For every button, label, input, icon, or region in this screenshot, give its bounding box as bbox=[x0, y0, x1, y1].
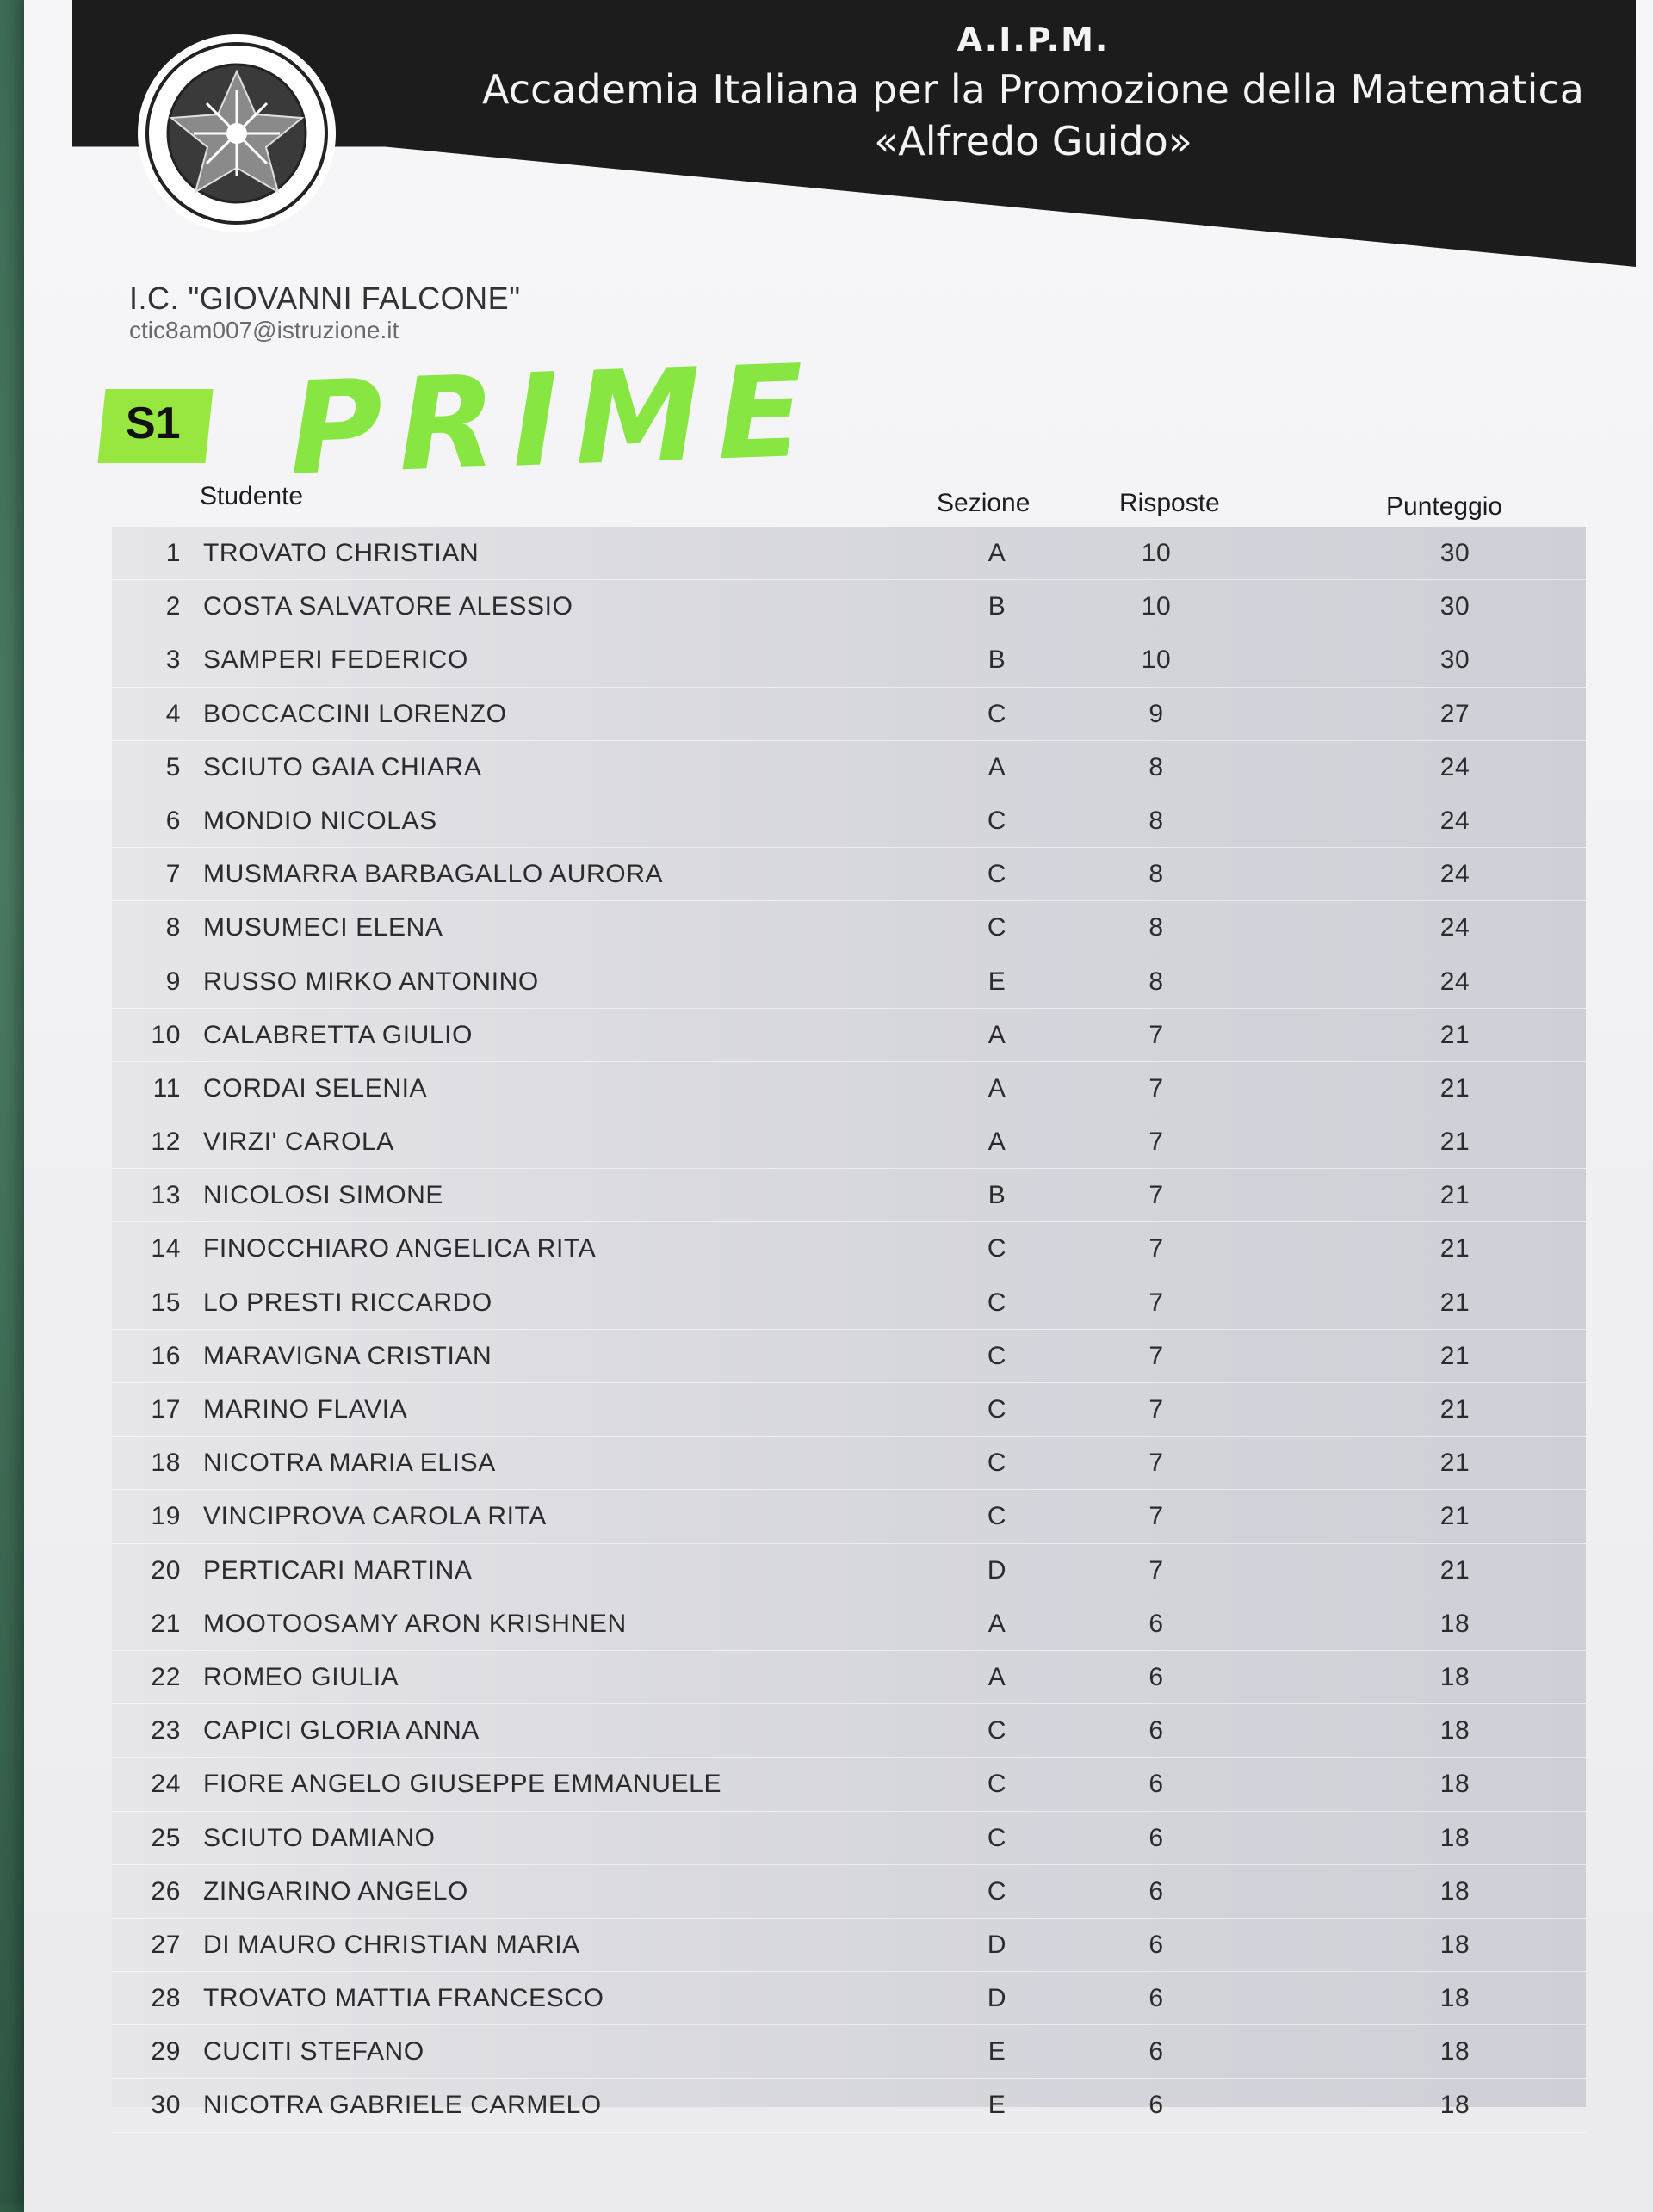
row-answers: 6 bbox=[1148, 1662, 1164, 1691]
row-score: 21 bbox=[1439, 1181, 1470, 1210]
row-answers: 7 bbox=[1148, 1181, 1164, 1210]
row-student-name: NICOLOSI SIMONE bbox=[203, 1181, 444, 1210]
row-score: 21 bbox=[1439, 1341, 1470, 1370]
row-section: C bbox=[987, 806, 1007, 835]
row-student-name: NICOTRA MARIA ELISA bbox=[203, 1449, 496, 1478]
row-score: 18 bbox=[1439, 1662, 1470, 1691]
row-section: A bbox=[987, 1609, 1006, 1638]
header-section: Sezione bbox=[937, 489, 1031, 517]
row-student-name: TROVATO MATTIA FRANCESCO bbox=[203, 1984, 604, 2013]
row-score: 30 bbox=[1439, 646, 1470, 675]
row-section: A bbox=[987, 1128, 1006, 1157]
org-name: Accademia Italiana per la Promozione della Matematica bbox=[482, 66, 1584, 113]
row-rank: 10 bbox=[151, 1020, 181, 1049]
row-section: B bbox=[987, 592, 1006, 621]
row-answers: 7 bbox=[1148, 1288, 1164, 1317]
row-answers: 7 bbox=[1148, 1341, 1164, 1370]
table-row bbox=[112, 688, 1586, 741]
table-row bbox=[112, 901, 1586, 955]
table-row bbox=[112, 741, 1586, 794]
row-rank: 7 bbox=[165, 860, 181, 889]
school-email: ctic8am007@istruzione.it bbox=[129, 317, 399, 343]
header-student: Studente bbox=[200, 482, 304, 510]
row-rank: 6 bbox=[165, 806, 181, 835]
table-row bbox=[112, 1276, 1586, 1330]
school-name: I.C. "GIOVANNI FALCONE" bbox=[129, 281, 521, 316]
row-section: C bbox=[987, 1288, 1007, 1317]
row-section: C bbox=[987, 1395, 1007, 1424]
table-row bbox=[112, 1009, 1586, 1062]
row-rank: 15 bbox=[151, 1288, 181, 1317]
row-answers: 7 bbox=[1148, 1395, 1164, 1424]
row-score: 18 bbox=[1439, 1716, 1470, 1746]
row-score: 18 bbox=[1439, 2091, 1470, 2120]
row-rank: 4 bbox=[165, 699, 181, 728]
row-student-name: BOCCACCINI LORENZO bbox=[203, 699, 507, 728]
row-student-name: RUSSO MIRKO ANTONINO bbox=[203, 967, 539, 996]
row-answers: 7 bbox=[1148, 1234, 1164, 1264]
row-rank: 24 bbox=[151, 1770, 181, 1799]
row-score: 24 bbox=[1439, 860, 1470, 889]
row-section: A bbox=[987, 539, 1006, 567]
row-score: 21 bbox=[1439, 1449, 1470, 1478]
row-rank: 17 bbox=[151, 1395, 181, 1424]
row-section: D bbox=[987, 1984, 1007, 2013]
results-table bbox=[112, 527, 1586, 2133]
row-score: 18 bbox=[1439, 1770, 1470, 1799]
row-score: 30 bbox=[1439, 539, 1470, 567]
row-rank: 25 bbox=[151, 1823, 181, 1852]
row-rank: 23 bbox=[151, 1716, 181, 1746]
row-student-name: SCIUTO GAIA CHIARA bbox=[203, 752, 482, 782]
row-student-name: MUSMARRA BARBAGALLO AURORA bbox=[203, 860, 664, 889]
row-rank: 1 bbox=[165, 539, 181, 567]
row-answers: 6 bbox=[1148, 1930, 1164, 1959]
table-row bbox=[112, 1544, 1586, 1597]
row-rank: 28 bbox=[151, 1984, 181, 2013]
row-rank: 2 bbox=[165, 592, 181, 621]
header-score: Punteggio bbox=[1386, 492, 1503, 521]
header-title-block bbox=[482, 15, 1584, 167]
row-rank: 3 bbox=[165, 646, 181, 675]
row-answers: 8 bbox=[1148, 913, 1164, 942]
row-student-name: TROVATO CHRISTIAN bbox=[203, 539, 480, 567]
table-row bbox=[112, 1330, 1586, 1383]
row-answers: 6 bbox=[1148, 1823, 1164, 1852]
row-rank: 29 bbox=[151, 2037, 181, 2067]
row-rank: 14 bbox=[151, 1234, 181, 1264]
row-student-name: MONDIO NICOLAS bbox=[203, 806, 437, 835]
row-student-name: SAMPERI FEDERICO bbox=[203, 646, 468, 675]
row-rank: 22 bbox=[151, 1662, 181, 1691]
row-score: 24 bbox=[1439, 806, 1470, 835]
handwritten-label: PRIME bbox=[287, 337, 822, 504]
row-student-name: SCIUTO DAMIANO bbox=[203, 1823, 436, 1852]
table-row bbox=[112, 848, 1586, 901]
star-seal-icon bbox=[138, 34, 336, 232]
row-rank: 19 bbox=[151, 1502, 181, 1531]
row-score: 18 bbox=[1439, 1823, 1470, 1852]
table-row bbox=[112, 1651, 1586, 1704]
row-section: C bbox=[987, 1502, 1007, 1531]
row-section: C bbox=[987, 860, 1007, 889]
row-section: E bbox=[987, 2091, 1006, 2120]
row-rank: 11 bbox=[152, 1073, 181, 1103]
row-answers: 8 bbox=[1148, 752, 1164, 782]
row-answers: 7 bbox=[1148, 1128, 1164, 1157]
row-score: 21 bbox=[1439, 1073, 1470, 1103]
row-score: 21 bbox=[1439, 1288, 1470, 1317]
table-row bbox=[112, 1597, 1586, 1651]
org-acronym: A.I.P.M. bbox=[957, 21, 1110, 59]
row-rank: 21 bbox=[151, 1609, 181, 1638]
row-student-name: DI MAURO CHRISTIAN MARIA bbox=[203, 1930, 580, 1959]
row-score: 30 bbox=[1439, 592, 1470, 621]
header-answers: Risposte bbox=[1119, 489, 1220, 517]
org-subtitle: «Alfredo Guido» bbox=[874, 118, 1192, 164]
row-score: 21 bbox=[1439, 1502, 1470, 1531]
row-answers: 6 bbox=[1148, 2037, 1164, 2067]
row-rank: 12 bbox=[151, 1128, 181, 1157]
row-section: A bbox=[987, 1073, 1006, 1103]
table-row bbox=[112, 955, 1586, 1009]
row-student-name: MARINO FLAVIA bbox=[203, 1395, 408, 1424]
row-answers: 6 bbox=[1148, 1770, 1164, 1799]
row-answers: 7 bbox=[1148, 1449, 1164, 1478]
row-student-name: NICOTRA GABRIELE CARMELO bbox=[203, 2091, 602, 2120]
table-row bbox=[112, 1758, 1586, 1811]
group-code: S1 bbox=[126, 399, 181, 448]
row-score: 21 bbox=[1439, 1234, 1470, 1264]
row-rank: 27 bbox=[151, 1930, 181, 1959]
row-rank: 13 bbox=[151, 1181, 181, 1210]
row-rank: 16 bbox=[151, 1341, 181, 1370]
row-section: C bbox=[987, 1770, 1007, 1799]
row-score: 18 bbox=[1439, 1876, 1470, 1906]
row-student-name: ZINGARINO ANGELO bbox=[203, 1876, 468, 1906]
row-score: 18 bbox=[1439, 1930, 1470, 1959]
row-section: A bbox=[987, 1020, 1006, 1049]
row-student-name: CAPICI GLORIA ANNA bbox=[203, 1716, 480, 1746]
row-score: 24 bbox=[1439, 967, 1470, 996]
table-row bbox=[112, 1704, 1586, 1758]
table-row bbox=[112, 2025, 1586, 2079]
row-rank: 18 bbox=[151, 1449, 181, 1478]
row-answers: 10 bbox=[1141, 646, 1172, 675]
row-answers: 7 bbox=[1148, 1073, 1164, 1103]
row-section: B bbox=[987, 646, 1006, 675]
row-score: 18 bbox=[1439, 2037, 1470, 2067]
row-section: C bbox=[987, 1716, 1007, 1746]
row-answers: 7 bbox=[1148, 1020, 1164, 1049]
row-section: C bbox=[987, 1449, 1007, 1478]
table-row bbox=[112, 1383, 1586, 1437]
row-answers: 6 bbox=[1148, 1984, 1164, 2013]
row-answers: 10 bbox=[1141, 539, 1172, 567]
row-section: D bbox=[987, 1555, 1007, 1585]
table-row bbox=[112, 2079, 1586, 2132]
row-answers: 7 bbox=[1148, 1555, 1164, 1585]
table-row bbox=[112, 794, 1586, 848]
row-rank: 8 bbox=[165, 913, 181, 942]
table-row bbox=[112, 1062, 1586, 1115]
row-answers: 6 bbox=[1148, 1876, 1164, 1906]
row-rank: 9 bbox=[165, 967, 181, 996]
row-score: 21 bbox=[1439, 1128, 1470, 1157]
table-row bbox=[112, 633, 1586, 687]
row-section: C bbox=[987, 1341, 1007, 1370]
row-answers: 6 bbox=[1148, 1716, 1164, 1746]
table-row bbox=[112, 1437, 1586, 1490]
row-answers: 8 bbox=[1148, 860, 1164, 889]
row-student-name: CORDAI SELENIA bbox=[203, 1073, 428, 1103]
row-answers: 9 bbox=[1148, 699, 1164, 728]
row-answers: 10 bbox=[1141, 592, 1172, 621]
table-row bbox=[112, 1115, 1586, 1169]
row-student-name: MOOTOOSAMY ARON KRISHNEN bbox=[203, 1609, 627, 1638]
row-answers: 7 bbox=[1148, 1502, 1164, 1531]
table-row bbox=[112, 1169, 1586, 1222]
row-section: C bbox=[987, 1234, 1007, 1264]
row-section: E bbox=[987, 967, 1006, 996]
row-answers: 6 bbox=[1148, 1609, 1164, 1638]
row-section: C bbox=[987, 1876, 1007, 1906]
row-student-name: CUCITI STEFANO bbox=[203, 2037, 424, 2067]
row-score: 18 bbox=[1439, 1984, 1470, 2013]
row-rank: 5 bbox=[165, 752, 181, 782]
row-score: 18 bbox=[1439, 1609, 1470, 1638]
row-rank: 26 bbox=[151, 1876, 181, 1906]
row-section: C bbox=[987, 699, 1007, 728]
row-student-name: MARAVIGNA CRISTIAN bbox=[203, 1341, 492, 1370]
row-section: A bbox=[987, 1662, 1006, 1691]
row-answers: 6 bbox=[1148, 2091, 1164, 2120]
row-score: 24 bbox=[1439, 913, 1470, 942]
row-answers: 8 bbox=[1148, 806, 1164, 835]
school-block bbox=[129, 281, 520, 344]
row-student-name: ROMEO GIULIA bbox=[203, 1662, 399, 1691]
table-row bbox=[112, 580, 1586, 633]
row-student-name: MUSUMECI ELENA bbox=[203, 913, 443, 942]
row-section: D bbox=[987, 1930, 1007, 1959]
row-section: A bbox=[987, 752, 1006, 782]
row-score: 21 bbox=[1439, 1395, 1470, 1424]
row-score: 27 bbox=[1439, 699, 1470, 728]
row-section: B bbox=[987, 1181, 1006, 1210]
table-row bbox=[112, 1865, 1586, 1919]
row-student-name: FINOCCHIARO ANGELICA RITA bbox=[203, 1234, 597, 1264]
table-row bbox=[112, 1812, 1586, 1865]
table-row bbox=[112, 1972, 1586, 2025]
row-student-name: FIORE ANGELO GIUSEPPE EMMANUELE bbox=[203, 1770, 722, 1799]
row-answers: 8 bbox=[1148, 967, 1164, 996]
row-score: 21 bbox=[1439, 1555, 1470, 1585]
row-student-name: VIRZI' CAROLA bbox=[203, 1128, 394, 1157]
row-student-name: VINCIPROVA CAROLA RITA bbox=[203, 1502, 547, 1531]
table-row bbox=[112, 527, 1586, 580]
row-rank: 30 bbox=[151, 2091, 181, 2120]
row-student-name: PERTICARI MARTINA bbox=[203, 1555, 473, 1585]
row-rank: 20 bbox=[151, 1555, 181, 1585]
table-row bbox=[112, 1919, 1586, 1972]
table-row bbox=[112, 1222, 1586, 1276]
row-section: C bbox=[987, 1823, 1007, 1852]
row-section: C bbox=[987, 913, 1007, 942]
row-section: E bbox=[987, 2037, 1006, 2067]
row-student-name: LO PRESTI RICCARDO bbox=[203, 1288, 492, 1317]
row-score: 24 bbox=[1439, 752, 1470, 782]
row-student-name: CALABRETTA GIULIO bbox=[203, 1020, 474, 1049]
table-row bbox=[112, 1490, 1586, 1543]
row-student-name: COSTA SALVATORE ALESSIO bbox=[203, 592, 573, 621]
row-score: 21 bbox=[1439, 1020, 1470, 1049]
